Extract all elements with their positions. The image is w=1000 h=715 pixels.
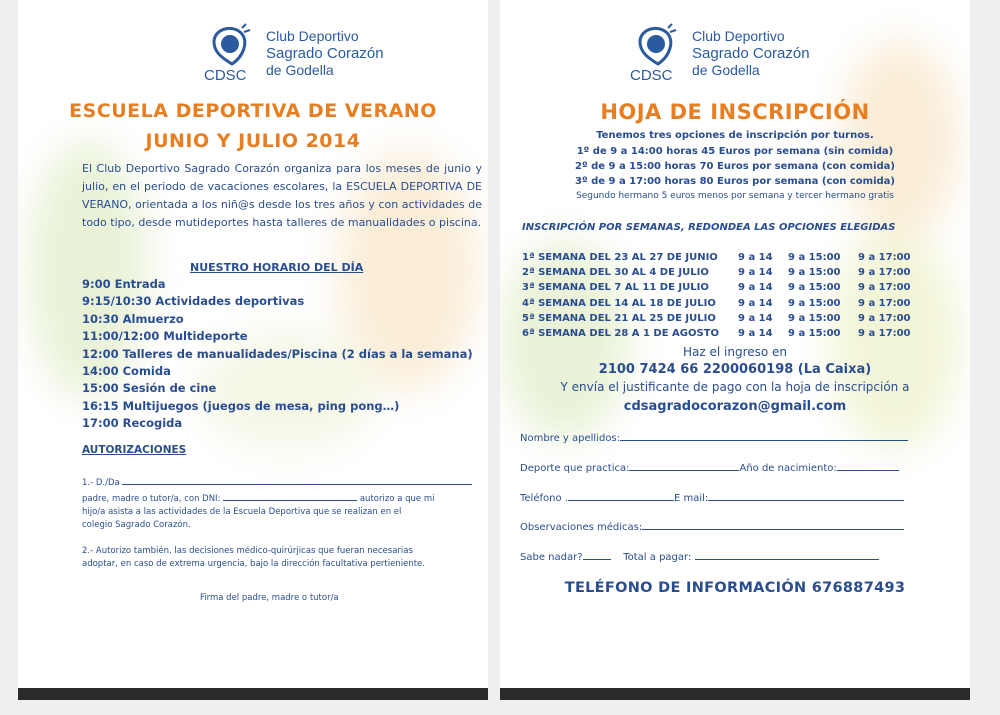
authorization-1 [82,474,482,532]
club-emblem-icon [204,22,262,88]
week-option-9-15[interactable]: 9 a 15:00 [788,252,841,263]
week-option-9-17[interactable]: 9 a 17:00 [858,328,911,339]
swim-field[interactable] [583,549,611,560]
week-label: 6ª SEMANA DEL 28 A 1 DE AGOSTO [522,328,720,339]
club-name-line1: Club Deportivo [266,28,359,44]
page-left [18,0,488,700]
week-option-9-14[interactable]: 9 a 14 [738,282,773,293]
schedule-item: 15:00 Sesión de cine [82,381,217,396]
info-phone: TELÉFONO DE INFORMACIÓN 676887493 [564,580,906,596]
title-line1: ESCUELA DEPORTIVA DE VERANO [69,100,437,122]
name-blank-line[interactable] [122,474,472,485]
intro-paragraph: El Club Deportivo Sagrado Corazón organiza para los meses de junio y julio, en el periodo de vacaciones escolares, la ESCUELA DEPORTIVA DE VERANO, orientada a los niñ@s desde los tres años y con actividades de todo tipo, desde mutideportes hasta talleres de manualidades o piscina. [82,162,482,229]
background-decoration [830,230,960,450]
dni-blank-line[interactable] [223,490,357,501]
club-emblem-icon [630,22,688,88]
club-name-line3: de Godella [692,62,760,78]
week-option-9-14[interactable]: 9 a 14 [738,313,773,324]
page-right [500,0,970,700]
schedule-item: 9:15/10:30 Actividades deportivas [82,294,305,309]
week-option-9-15[interactable]: 9 a 15:00 [788,313,841,324]
option-item: 1º de 9 a 14:00 horas 45 Euros por semana (sin comida) [576,146,894,157]
week-label: 3ª SEMANA DEL 7 AL 11 DE JULIO [522,282,709,293]
email-field[interactable] [708,490,904,501]
week-option-9-14[interactable]: 9 a 14 [738,328,773,339]
club-name-line2: Sagrado Corazón [692,45,810,62]
medical-label: Observaciones médicas: [520,522,643,533]
week-option-9-15[interactable]: 9 a 15:00 [788,328,841,339]
birth-year-field[interactable] [837,460,899,471]
week-option-9-17[interactable]: 9 a 17:00 [858,252,911,263]
phone-label: Teléfono . [520,493,568,504]
week-option-9-17[interactable]: 9 a 17:00 [858,282,911,293]
payment-instruction-2: Y envía el justificante de pago con la hoja de inscripción a [560,380,910,394]
contact-email[interactable]: cdsagradocorazon@gmail.com [623,399,847,414]
svg-text:CDSC: CDSC [204,67,247,84]
authorizations-heading: AUTORIZACIONES [82,444,187,456]
phone-field[interactable] [568,490,674,501]
svg-text:CDSC: CDSC [630,67,673,84]
schedule-item: 10:30 Almuerzo [82,311,184,326]
auth1-label: 1.- D./Da [82,478,120,488]
schedule-item: 9:00 Entrada [82,277,166,291]
club-name [692,28,810,79]
email-label: E mail: [673,493,709,504]
week-option-9-15[interactable]: 9 a 15:00 [788,267,841,278]
form-row-sport [520,460,899,474]
auth1-text-line3: hijo/a asista a las actividades de la Escuela Deportiva que se realizan en el [82,507,402,517]
total-label: Total a pagar: [623,552,692,563]
club-logo [630,22,860,92]
club-name-line3: de Godella [266,62,334,78]
registration-title: HOJA DE INSCRIPCIÓN [600,100,870,124]
medical-field[interactable] [642,519,904,530]
form-row-medical [520,519,904,533]
club-name-line2: Sagrado Corazón [266,45,384,62]
title-line2: JUNIO Y JULIO 2014 [145,130,361,152]
options-heading: Tenemos tres opciones de inscripción por turnos. [596,130,874,141]
week-option-9-17[interactable]: 9 a 17:00 [858,313,911,324]
form-row-name [520,430,908,444]
auth1-text-cont: autorizo a que mi [359,494,435,504]
schedule-item: 16:15 Multijuegos (juegos de mesa, ping pong…) [82,398,400,413]
sport-label: Deporte que practica: [520,463,630,474]
schedule-item: 14:00 Comida [82,364,171,379]
weeks-heading: INSCRIPCIÓN POR SEMANAS, REDONDEA LAS OPCIONES ELEGIDAS [522,222,896,233]
payment-instruction: Haz el ingreso en [682,345,788,359]
week-label: 2ª SEMANA DEL 30 AL 4 DE JULIO [522,267,709,278]
form-row-phone [520,490,904,504]
page-bottom-edge [18,688,488,700]
form-row-swim-total [520,549,879,563]
schedule-list [82,276,473,433]
auth1-text: padre, madre o tutor/a, con DNI: [82,494,221,504]
options-block [500,128,970,204]
auth1-text-line4: colegio Sagrado Corazón. [82,520,191,530]
signature-label: Firma del padre, madre o tutor/a [200,593,339,603]
name-label: Nombre y apellidos: [520,433,621,444]
week-label: 1ª SEMANA DEL 23 AL 27 DE JUNIO [522,252,718,263]
name-field[interactable] [620,430,908,441]
schedule-item: 17:00 Recogida [82,416,183,431]
auth2-text-line2: adoptar, en caso de extrema urgencia, bajo la dirección facultativa pertieniente. [82,559,425,569]
schedule-item: 12:00 Talleres de manualidades/Piscina (2 días a la semana) [82,346,473,361]
sport-field[interactable] [629,460,739,471]
club-logo [204,22,434,92]
option-item: 3º de 9 a 17:00 horas 80 Euros por semana (con comida) [575,176,895,187]
auth2-text-line1: 2.- Autorizo también, las decisiones médico-quirúrjicas que fueran necesarias [82,546,413,556]
week-option-9-17[interactable]: 9 a 17:00 [858,298,911,309]
week-label: 4ª SEMANA DEL 14 AL 18 DE JULIO [522,298,716,309]
week-option-9-14[interactable]: 9 a 14 [738,252,773,263]
club-name [266,28,384,79]
week-label: 5ª SEMANA DEL 21 AL 25 DE JULIO [522,313,716,324]
swim-label: Sabe nadar? [520,552,583,563]
birth-year-label: Año de nacimiento: [739,463,837,474]
option-item: 2º de 9 a 15:00 horas 70 Euros por semana (con comida) [575,161,895,172]
week-option-9-15[interactable]: 9 a 15:00 [788,298,841,309]
sibling-discount: Segundo hermano 5 euros menos por semana y tercer hermano gratis [576,191,894,201]
week-option-9-17[interactable]: 9 a 17:00 [858,267,911,278]
schedule-item: 11:00/12:00 Multideporte [82,329,248,344]
bank-account: 2100 7424 66 2200060198 (La Caixa) [598,362,872,377]
page-bottom-edge [500,688,970,700]
week-option-9-15[interactable]: 9 a 15:00 [788,282,841,293]
week-option-9-14[interactable]: 9 a 14 [738,298,773,309]
club-name-line1: Club Deportivo [692,28,785,44]
schedule-heading: NUESTRO HORARIO DEL DÍA [190,261,364,274]
authorization-2 [82,545,488,571]
total-field[interactable] [695,549,879,560]
week-option-9-14[interactable]: 9 a 14 [738,267,773,278]
